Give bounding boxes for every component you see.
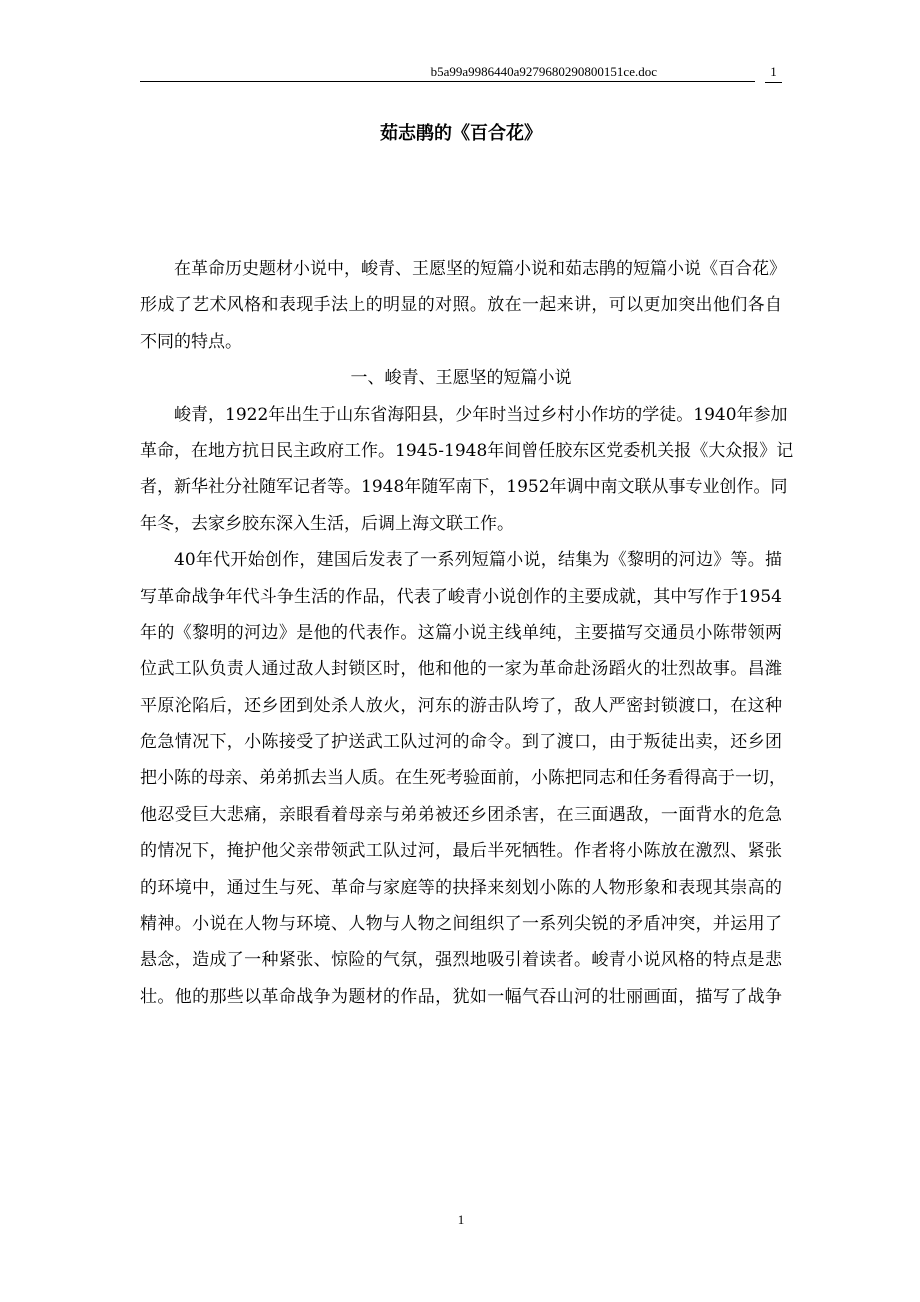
paragraph-line: 危急情况下，小陈接受了护送武工队过河的命令。到了渡口，由于叛徒出卖，还乡团 xyxy=(140,732,782,753)
section-heading: 一、峻青、王愿坚的短篇小说 xyxy=(350,368,572,389)
paragraph-line: 的环境中，通过生与死、革命与家庭等的抉择来刻划小陈的人物形象和表现其崇高的 xyxy=(140,877,782,898)
paragraph-line: 平原沦陷后，还乡团到处杀人放火，河东的游击队垮了，敌人严密封锁渡口，在这种 xyxy=(140,695,782,716)
paragraph-line: 写革命战争年代斗争生活的作品，代表了峻青小说创作的主要成就，其中写作于1954 xyxy=(140,586,782,607)
paragraph-line: 把小陈的母亲、弟弟抓去当人质。在生死考验面前，小陈把同志和任务看得高于一切， xyxy=(140,768,786,789)
paragraph-line: 年的《黎明的河边》是他的代表作。这篇小说主线单纯，主要描写交通员小陈带领两 xyxy=(140,622,782,643)
paragraph-line: 形成了艺术风格和表现手法上的明显的对照。放在一起来讲，可以更加突出他们各自 xyxy=(140,295,782,316)
paragraph-line: 40年代开始创作，建国后发表了一系列短篇小说，结集为《黎明的河边》等。描 xyxy=(174,550,782,571)
paragraph-line: 峻青，1922年出生于山东省海阳县，少年时当过乡村小作坊的学徒。1940年参加 xyxy=(174,404,788,425)
paragraph-line: 位武工队负责人通过敌人封锁区时，他和他的一家为革命赴汤蹈火的壮烈故事。昌潍 xyxy=(140,659,782,680)
paragraph-line: 革命，在地方抗日民主政府工作。1945-1948年间曾任胶东区党委机关报《大众报》记 xyxy=(140,440,794,461)
paragraph-line: 精神。小说在人物与环境、人物与人物之间组织了一系列尖锐的矛盾冲突，并运用了 xyxy=(140,914,782,935)
footer-page-number: 1 xyxy=(457,1212,465,1227)
paragraph-line: 壮。他的那些以革命战争为题材的作品，犹如一幅气吞山河的壮丽画面，描写了战争 xyxy=(140,986,782,1007)
paragraph-line: 年冬，去家乡胶东深入生活，后调上海文联工作。 xyxy=(140,513,514,534)
paragraph-line: 不同的特点。 xyxy=(140,331,242,352)
page-header xyxy=(140,62,782,84)
document-body xyxy=(140,251,794,1015)
header-filename: b5a99a9986440a9279680290800151ce.doc xyxy=(140,62,755,82)
paragraph-line: 的情况下，掩护他父亲带领武工队过河，最后半死牺牲。作者将小陈放在激烈、紧张 xyxy=(140,841,782,862)
document-title: 茹志鹃的《百合花》 xyxy=(380,123,542,144)
header-page-number: 1 xyxy=(765,62,782,83)
paragraph-line: 悬念，造成了一种紧张、惊险的气氛，强烈地吸引着读者。峻青小说风格的特点是悲 xyxy=(140,950,782,971)
paragraph-line: 在革命历史题材小说中，峻青、王愿坚的短篇小说和茹志鹃的短篇小说《百合花》 xyxy=(174,259,786,279)
paragraph-line: 者，新华社分社随军记者等。1948年随军南下，1952年调中南文联从事专业创作。同 xyxy=(140,477,788,498)
paragraph-line: 他忍受巨大悲痛，亲眼看着母亲与弟弟被还乡团杀害，在三面遇敌，一面背水的危急 xyxy=(140,804,782,825)
